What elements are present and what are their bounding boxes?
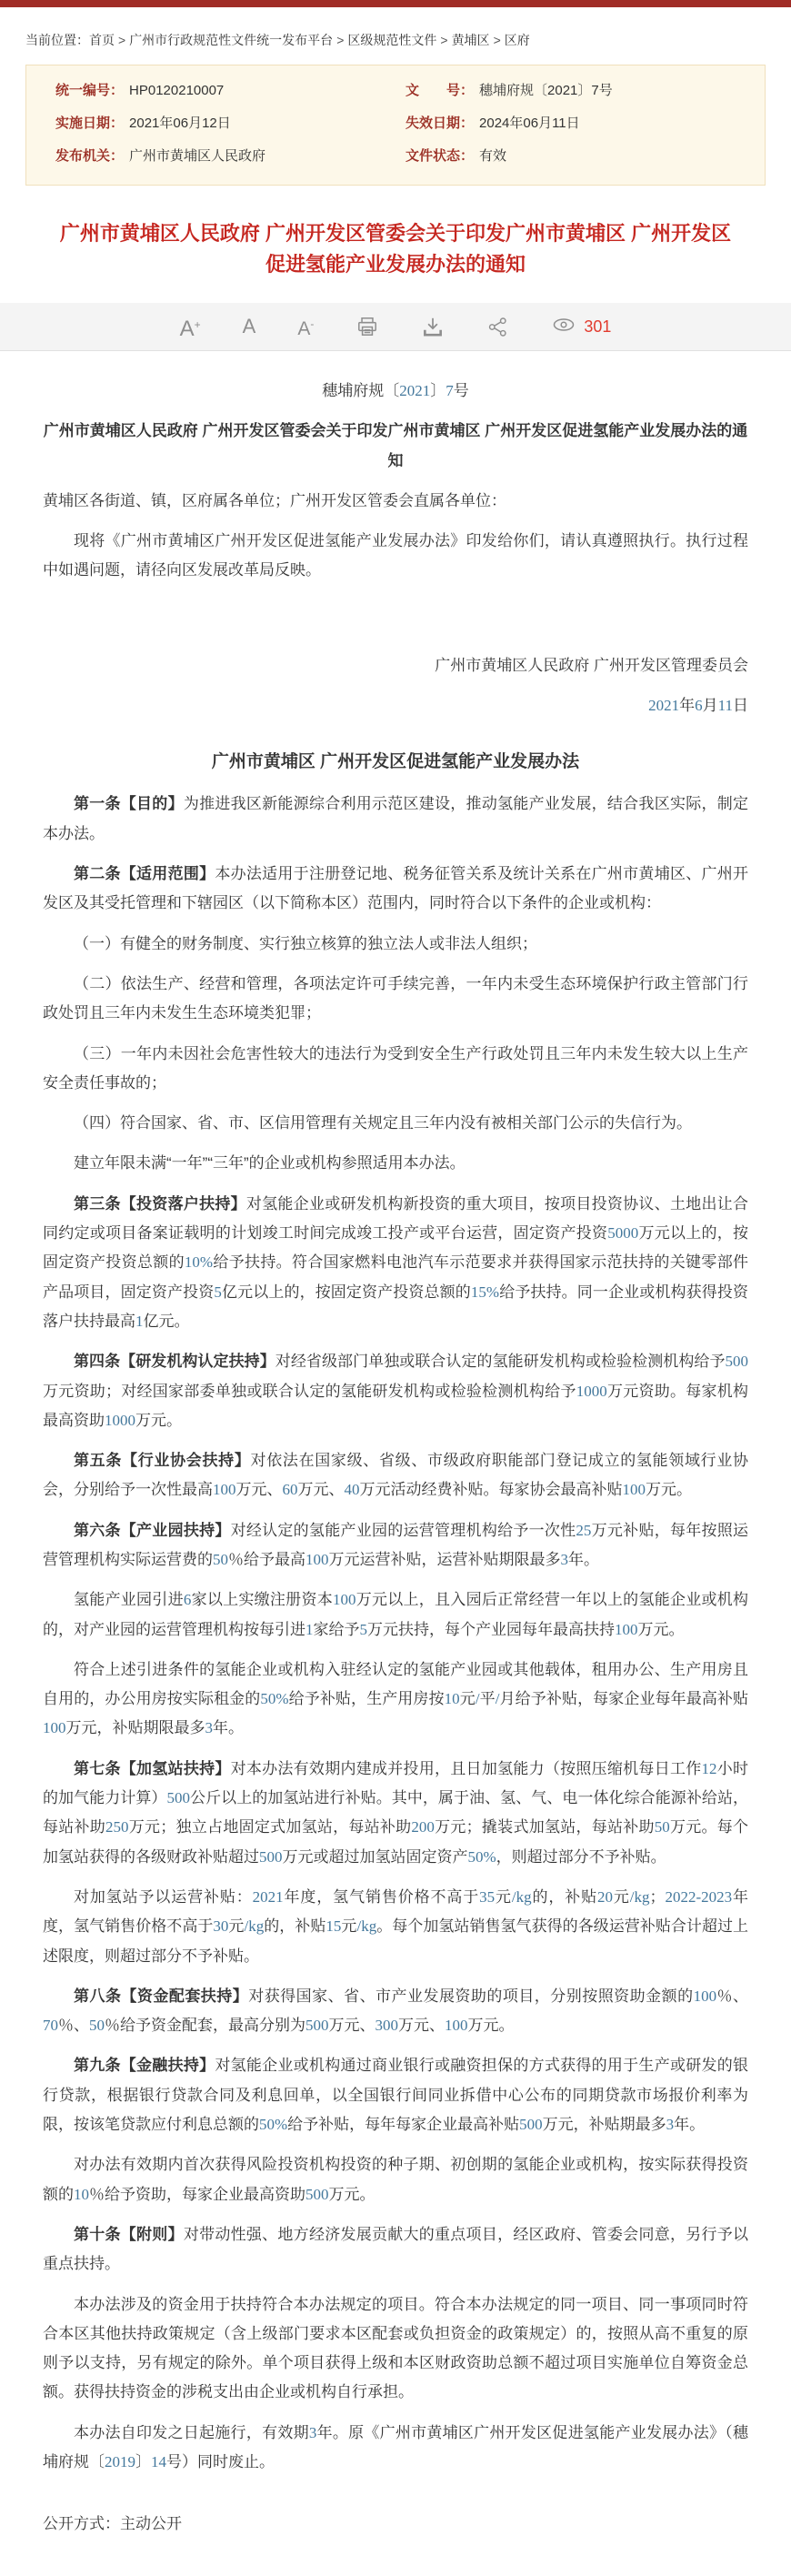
- highlighted-number: 3: [205, 1719, 213, 1737]
- highlighted-number: 100: [693, 1987, 717, 2005]
- meta-value: 2024年06月11日: [479, 116, 580, 131]
- document-paragraph: 黄埔区各街道、镇，区府属各单位；广州开发区管委会直属各单位：: [43, 491, 506, 509]
- download-icon: [421, 315, 445, 338]
- highlighted-number: 1000: [576, 1382, 607, 1400]
- document-paragraph: 第二条【适用范围】本办法适用于注册登记地、税务征管关系及统计关系在广州市黄埔区、广州开发区及其受托管理和下辖园区（以下简称本区）范围内，同时符合以下条件的企业或机构：: [43, 865, 749, 912]
- printer-icon: [355, 315, 379, 338]
- highlighted-number: 3: [666, 2116, 675, 2134]
- highlighted-number: 5: [359, 1620, 367, 1638]
- font-increase-button[interactable]: A+: [180, 314, 201, 340]
- highlighted-number: 10: [444, 1690, 460, 1708]
- font-reset-button[interactable]: A: [242, 315, 256, 337]
- document-body: [0, 351, 791, 2576]
- highlighted-number: 100: [213, 1481, 236, 1499]
- document-paragraph: 公开方式：主动公开: [43, 2515, 182, 2533]
- breadcrumb-separator: >: [118, 33, 126, 47]
- document-paragraph: 建立年限未满“一年”“三年”的企业或机构参照适用本办法。: [74, 1154, 466, 1172]
- document-paragraph: （一）有健全的财务制度、实行独立核算的独立法人或非法人组织；: [74, 934, 537, 952]
- document-paragraph: 广州市黄埔区人民政府 广州开发区管理委员会: [435, 656, 748, 674]
- highlighted-number: 20: [597, 1887, 613, 1906]
- highlighted-number: 50: [654, 1818, 670, 1836]
- meta-label: 失效日期：: [406, 116, 475, 131]
- toolbar: [0, 303, 791, 351]
- breadcrumb-link[interactable]: 区级规范性文件: [347, 33, 437, 47]
- document-paragraph: 第一条【目的】为推进我区新能源综合利用示范区建设，推动氢能产业发展，结合我区实际，制定本办法。: [43, 795, 749, 842]
- highlighted-number: 100: [615, 1620, 638, 1638]
- article-lead: 第十条【附则】: [74, 2225, 184, 2243]
- document-paragraph: 本办法涉及的资金用于扶持符合本办法规定的项目。符合本办法规定的同一项目、同一事项同时符合本区其他扶持政策规定（含上级部门要求本区配套或负担资金的政策规定）的，按照从高不重复的原则予以支持，另有规定的除外。单个项目获得上级和本区财政资助总额不超过项目实施单位自筹资金总额。获得扶持资金的涉税支出由企业或机构自行承担。: [43, 2295, 748, 2401]
- highlighted-number: 2019: [105, 2453, 135, 2471]
- article-lead: 第三条【投资落户扶持】: [74, 1194, 246, 1213]
- document-paragraph: 对办法有效期内首次获得风险投资机构投资的种子期、初创期的氢能企业或机构，按实际获得投资额的10％给予资助，每家企业最高资助500万元。: [43, 2156, 748, 2203]
- highlighted-number: 100: [332, 1591, 356, 1609]
- highlighted-number: 7: [446, 382, 454, 399]
- highlighted-number: /kg: [629, 1887, 650, 1906]
- highlighted-number: /kg: [356, 1917, 377, 1936]
- highlighted-number: 50%: [259, 2116, 288, 2134]
- highlighted-number: 250: [105, 1818, 129, 1836]
- highlighted-number: /kg: [511, 1887, 532, 1906]
- highlighted-number: /: [495, 1690, 500, 1708]
- article-lead: 第五条【行业协会扶持】: [74, 1452, 251, 1470]
- highlighted-number: 2021: [399, 382, 431, 399]
- highlighted-number: 500: [305, 2185, 329, 2203]
- document-paragraph: 第九条【金融扶持】对氢能企业或机构通过商业银行或融资担保的方式获得的用于生产或研发的银行贷款，根据银行贷款合同及利息回单，以全国银行间同业拆借中心公布的同期贷款市场报价利率为限，按该笔贷款应付利息总额的50%给予补贴，每年每家企业最高补贴500万元，补贴期最多3年。: [43, 2057, 749, 2134]
- document-paragraph: 2021年6月11日: [648, 697, 748, 715]
- highlighted-number: 60: [282, 1481, 298, 1499]
- highlighted-number: 50: [89, 2017, 105, 2035]
- document-paragraph: 符合上述引进条件的氢能企业或机构入驻经认定的氢能产业园或其他载体，租用办公、生产用房且自用的，办公用房按实际租金的50%给予补贴，生产用房按10元/平/月给予补贴，每家企业每年最高补贴100万元，补贴期限最多3年。: [43, 1660, 749, 1737]
- meta-value: 有效: [479, 148, 507, 164]
- highlighted-number: 10: [74, 2185, 89, 2203]
- highlighted-number: /: [475, 1690, 480, 1708]
- meta-field: [406, 114, 765, 133]
- breadcrumb-separator: >: [336, 33, 345, 47]
- views-count: 301: [584, 317, 612, 336]
- article-lead: 第九条【金融扶持】: [74, 2057, 215, 2075]
- meta-field: [55, 81, 406, 100]
- meta-field: [55, 114, 406, 133]
- highlighted-number: 3: [560, 1551, 568, 1568]
- highlighted-number: 500: [725, 1353, 749, 1371]
- document-paragraph: 氢能产业园引进6家以上实缴注册资本100万元以上，且入园后正常经营一年以上的氢能企业或机构的，对产业园的运营管理机构按每引进1家给予5万元扶持，每个产业园每年最高扶持100万元。: [43, 1591, 749, 1638]
- highlighted-number: 2021: [648, 697, 680, 715]
- highlighted-number: 15%: [470, 1283, 500, 1301]
- highlighted-number: 50: [213, 1551, 228, 1568]
- highlighted-number: 30: [213, 1917, 229, 1936]
- document-paragraph: （二）依法生产、经营和管理，各项法定许可手续完善，一年内未受生态环境保护行政主管部门行政处罚且三年内未发生生态环境类犯罪；: [43, 974, 748, 1022]
- meta-label: 实施日期：: [55, 116, 125, 131]
- highlighted-number: 10%: [184, 1253, 214, 1272]
- article-lead: 第一条【目的】: [74, 795, 184, 813]
- highlighted-number: 11: [717, 697, 733, 715]
- highlighted-number: 70: [43, 2017, 58, 2035]
- breadcrumb-link[interactable]: 首页: [89, 33, 115, 47]
- highlighted-number: 500: [166, 1789, 190, 1807]
- highlighted-number: 6: [183, 1591, 192, 1609]
- article-lead: 第六条【产业园扶持】: [74, 1521, 231, 1539]
- highlighted-number: 12: [701, 1759, 717, 1777]
- breadcrumb: [25, 31, 766, 49]
- meta-label: 文号：: [406, 83, 475, 98]
- meta-field: [406, 81, 765, 100]
- highlighted-number: 25: [576, 1521, 592, 1539]
- meta-label: 发布机关：: [55, 148, 125, 164]
- highlighted-number: 2022-2023: [665, 1887, 733, 1906]
- highlighted-number: 6: [695, 697, 703, 715]
- breadcrumb-link[interactable]: 区府: [504, 33, 530, 47]
- breadcrumb-link[interactable]: 广州市行政规范性文件统一发布平台: [129, 33, 334, 47]
- font-decrease-button[interactable]: A-: [297, 313, 314, 340]
- highlighted-number: 1: [305, 1620, 314, 1638]
- article-lead: 第二条【适用范围】: [74, 865, 215, 883]
- document-paragraph: 广州市黄埔区人民政府 广州开发区管委会关于印发广州市黄埔区 广州开发区促进氢能产业发展办法的通知: [43, 422, 748, 469]
- highlighted-number: 1000: [105, 1411, 135, 1429]
- highlighted-number: 500: [519, 2116, 543, 2134]
- meta-value: HP0120210007: [129, 83, 225, 98]
- highlighted-number: 15: [325, 1917, 342, 1936]
- document-paragraph: 第五条【行业协会扶持】对依法在国家级、省级、市级政府职能部门登记成立的氢能领域行业协会，分别给予一次性最高100万元、60万元、40万元活动经费补贴。每家协会最高补贴100万元。: [43, 1452, 749, 1499]
- highlighted-number: 50%: [467, 1847, 496, 1866]
- page-title: 广州市黄埔区人民政府 广州开发区管委会关于印发广州市黄埔区 广州开发区促进氢能产业发展办法的通知: [59, 222, 732, 276]
- breadcrumb-prefix: 当前位置：: [25, 33, 89, 47]
- document-paragraph: 第八条【资金配套扶持】对获得国家、省、市产业发展资助的项目，分别按照资助金额的100％、70％、50％给予资金配套，最高分别为500万元、300万元、100万元。: [43, 1987, 749, 2035]
- breadcrumb-links: [89, 33, 530, 47]
- article-lead: 第四条【研发机构认定扶持】: [74, 1353, 275, 1371]
- document-paragraph: 对加氢站予以运营补贴：2021年度，氢气销售价格不高于35元/kg的，补贴20元/kg；2022-2023年度，氢气销售价格不高于30元/kg的，补贴15元/kg。每个加氢站销售氢气获得的各级运营补贴合计超过上述限度，则超过部分不予补贴。: [43, 1887, 749, 1965]
- print-button[interactable]: [355, 315, 379, 338]
- highlighted-number: 50%: [260, 1690, 289, 1708]
- highlighted-number: 500: [259, 1847, 283, 1866]
- article-lead: 第八条【资金配套扶持】: [74, 1987, 249, 2005]
- eye-icon: [551, 314, 576, 340]
- document-paragraph: 第四条【研发机构认定扶持】对经省级部门单独或联合认定的氢能研发机构或检验检测机构给予500万元资助；对经国家部委单独或联合认定的氢能研发机构或检验检测机构给予1000万元资助。每家机构最高资助1000万元。: [43, 1353, 749, 1429]
- highlighted-number: 5000: [607, 1224, 639, 1243]
- document-paragraph: 第三条【投资落户扶持】对氢能企业或研发机构新投资的重大项目，按项目投资协议、土地出让合同约定或项目备案证载明的计划竣工时间完成竣工投产或平台运营，固定资产投资5000万元以上的，按固定资产投资总额的10%给予扶持。符合国家燃料电池汽车示范要求并获得国家示范扶持的关键零部件产品项目，固定资产投资5亿元以上的，按固定资产投资总额的15%给予扶持。同一企业或机构获得投资落户扶持最高1亿元。: [43, 1194, 749, 1330]
- highlighted-number: 500: [305, 2017, 329, 2035]
- breadcrumb-link[interactable]: 黄埔区: [451, 33, 490, 47]
- top-accent-bar: [0, 0, 791, 7]
- meta-field: [406, 146, 765, 166]
- document-paragraph: （三）一年内未因社会危害性较大的违法行为受到安全生产行政处罚且三年内未发生较大以上生产安全责任事故的；: [43, 1044, 748, 1092]
- meta-grid: [55, 81, 765, 166]
- highlighted-number: 100: [43, 1719, 66, 1737]
- article-lead: 第七条【加氢站扶持】: [74, 1759, 231, 1777]
- highlighted-number: /kg: [244, 1917, 265, 1936]
- document-paragraph: 广州市黄埔区 广州开发区促进氢能产业发展办法: [211, 752, 580, 772]
- document-meta-box: [25, 65, 766, 186]
- meta-label: 文件状态：: [406, 148, 475, 164]
- highlighted-number: 100: [622, 1481, 646, 1499]
- share-button[interactable]: [486, 316, 509, 338]
- document-paragraph: 本办法自印发之日起施行，有效期3年。原《广州市黄埔区广州开发区促进氢能产业发展办法》（穗埔府规〔2019〕14号）同时废止。: [43, 2423, 749, 2471]
- meta-label: 统一编号：: [55, 83, 125, 98]
- highlighted-number: 100: [445, 2017, 468, 2035]
- meta-value: 2021年06月12日: [129, 116, 231, 131]
- meta-field: [55, 146, 406, 166]
- document-paragraph: 现将《广州市黄埔区广州开发区促进氢能产业发展办法》印发给你们，请认真遵照执行。执行过程中如遇问题，请径向区发展改革局反映。: [43, 532, 748, 579]
- document-paragraph: 第六条【产业园扶持】对经认定的氢能产业园的运营管理机构给予一次性25万元补贴，每年按照运营管理机构实际运营费的50％给予最高100万元运营补贴，运营补贴期限最多3年。: [43, 1521, 749, 1568]
- highlighted-number: 100: [305, 1551, 329, 1568]
- views-counter: [551, 314, 611, 340]
- highlighted-number: 35: [479, 1887, 496, 1906]
- document-paragraph: 穗埔府规〔2021〕7号: [322, 382, 469, 399]
- document-paragraph: 第十条【附则】对带动性强、地方经济发展贡献大的重点项目，经区政府、管委会同意，另行予以重点扶持。: [43, 2225, 749, 2273]
- document-paragraph: 第七条【加氢站扶持】对本办法有效期内建成并投用，且日加氢能力（按照压缩机每日工作12小时的加气能力计算）500公斤以上的加氢站进行补贴。其中，属于油、氢、气、电一体化综合能源补给站，每站补助250万元；独立占地固定式加氢站，每站补助200万元；撬装式加氢站，每站补助50万元。每个加氢站获得的各级财政补贴超过500万元或超过加氢站固定资产50%，则超过部分不予补贴。: [43, 1759, 749, 1866]
- highlighted-number: 1: [135, 1312, 144, 1330]
- meta-value: 广州市黄埔区人民政府: [129, 148, 266, 164]
- highlighted-number: 3: [308, 2423, 317, 2441]
- breadcrumb-separator: >: [493, 33, 501, 47]
- highlighted-number: 14: [151, 2453, 166, 2471]
- highlighted-number: 5: [214, 1283, 222, 1301]
- share-icon: [486, 316, 509, 338]
- highlighted-number: 2021: [252, 1887, 284, 1906]
- highlighted-number: 200: [411, 1818, 435, 1836]
- download-button[interactable]: [421, 315, 445, 338]
- highlighted-number: 300: [375, 2017, 398, 2035]
- meta-value: 穗埔府规〔2021〕7号: [479, 83, 613, 98]
- highlighted-number: 40: [344, 1481, 360, 1499]
- breadcrumb-separator: >: [440, 33, 448, 47]
- document-paragraph: （四）符合国家、省、市、区信用管理有关规定且三年内没有被相关部门公示的失信行为。: [74, 1114, 692, 1132]
